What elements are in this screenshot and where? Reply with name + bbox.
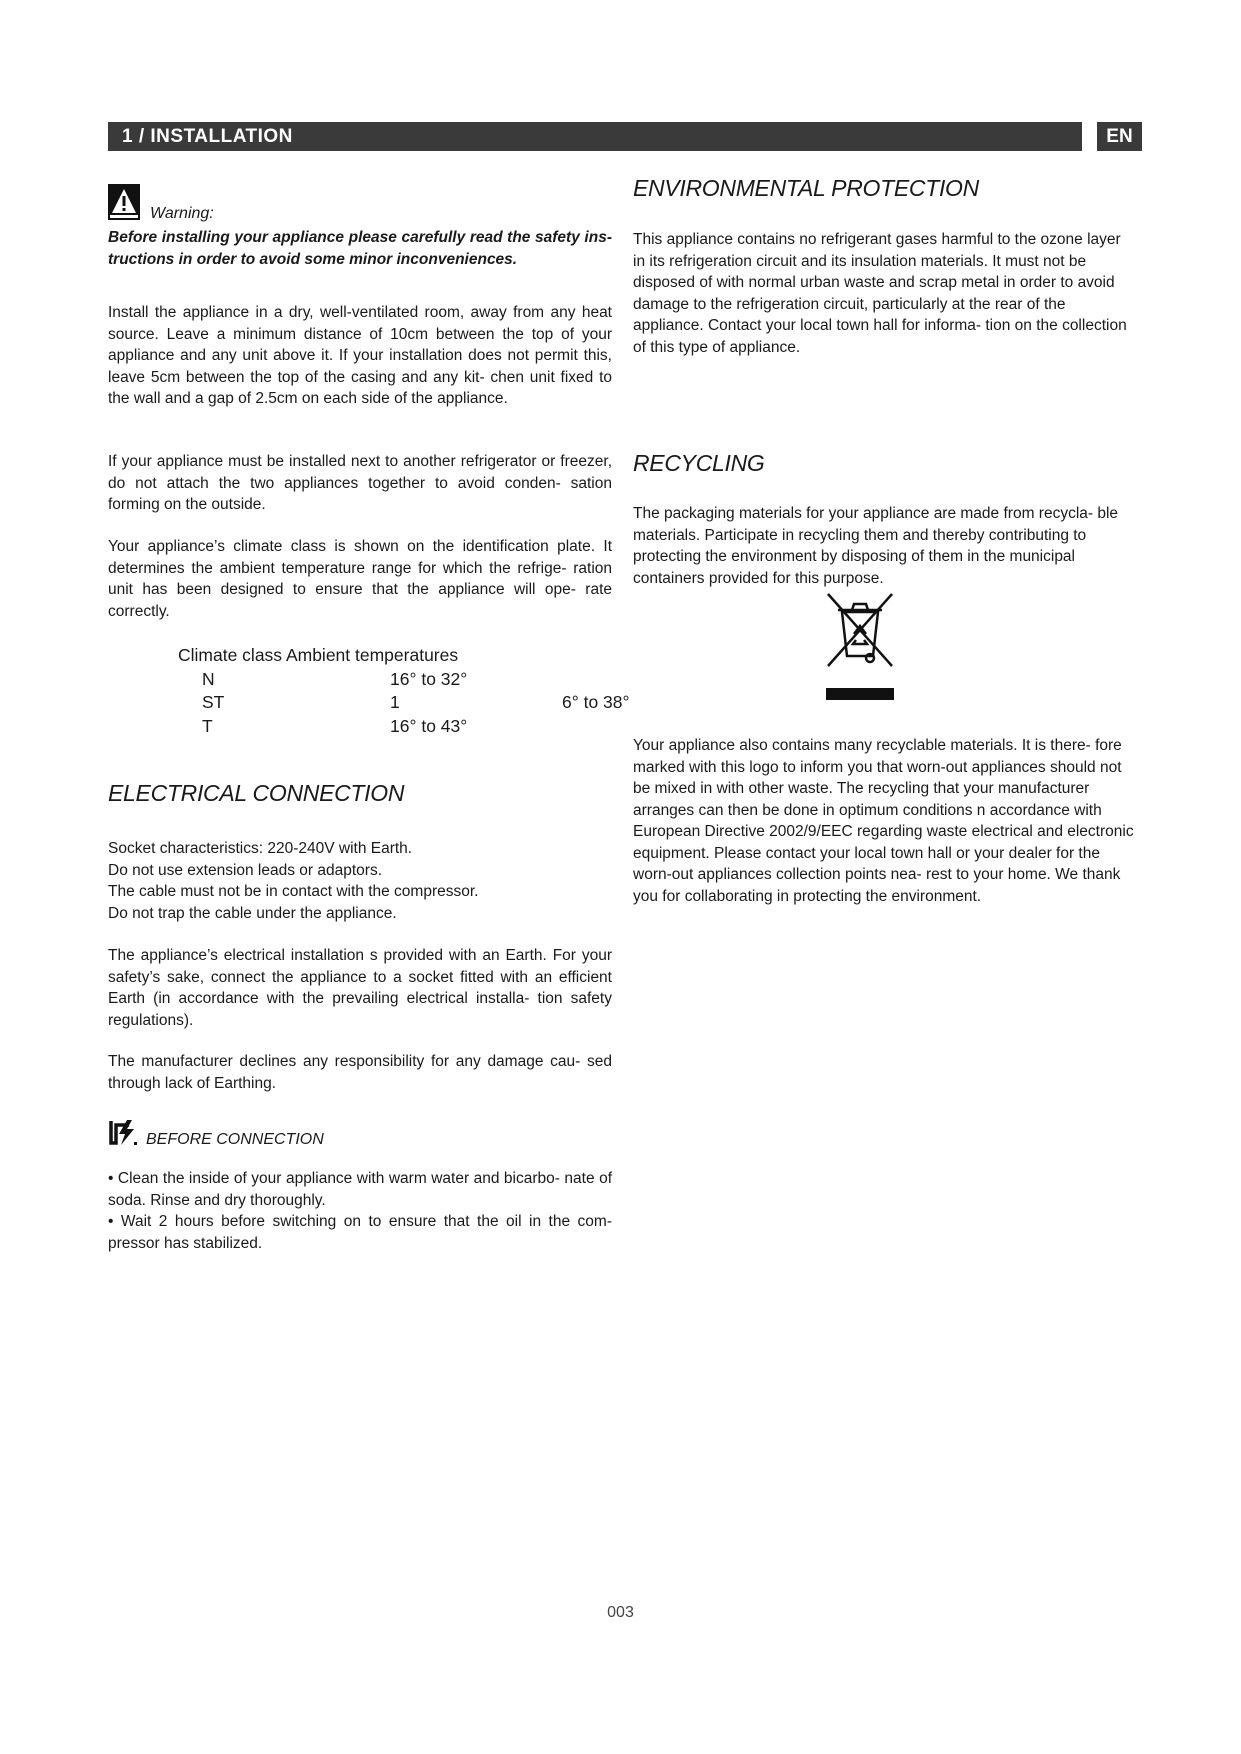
requirement-line: Do not trap the cable under the appliance. [108,904,397,922]
climate-temperature: 16° to 32° [390,668,468,689]
climate-class: N [202,668,215,689]
environmental-paragraph: This appliance contains no refrigerant gases harmful to the ozone layer in its refrigeration circuit and its insulation materials. It must not be disposed of with normal urban waste and scrap metal in order to avoid damage to the refrigeration circuit, particularly at the rear of the appliance. Contact your local town hall for informa- tion on the collection of this type of appliance. [633,231,1127,356]
warning-text: Before installing your appliance please carefully read the safety ins- tructions in order to avoid some minor inconveniences. [108,229,612,268]
climate-class: T [202,715,213,736]
climate-temperature: 16° to 43° [390,715,468,736]
before-connection-label: BEFORE CONNECTION [146,1131,324,1148]
list-item: • Wait 2 hours before switching on to ensure that the oil in the com- pressor has stabilized. [108,1213,612,1252]
climate-table-header: Climate class Ambient temperatures [178,645,459,665]
climate-temperature: 1 [390,692,400,712]
section-title: 1 / INSTALLATION [122,126,293,147]
climate-row [178,668,468,692]
list-item: • Clean the inside of your appliance with warm water and bicarbo- nate of soda. Rinse and dry thoroughly. [108,1170,612,1209]
language-badge: EN [1097,122,1142,151]
packaging-paragraph: The packaging materials for your appliance are made from recycla- ble materials. Participate in recycling them and thereby contributing to protecting the environment by disposing of them in the municipal containers provided for this purpose. [633,505,1119,587]
earth-paragraph: The appliance’s electrical installation s provided with an Earth. For your safety’s sake, connect the appliance to a socket fitted with an efficient Earth (in accordance with the prevailing electrical installa- tion safety regulations). [108,947,612,1029]
climate-row [178,691,630,715]
weee-paragraph: Your appliance also contains many recyclable materials. It is there- fore marked with this logo to inform you that worn-out appliances should not be mixed in with other waste. The recycling that your manufacturer arranges can then be done in optimum conditions n accordance with European Directive 2002/9/EEC regarding waste electrical and electronic equipment. Please contact your local town hall or your dealer for the worn-out appliances collection points nea- rest to your home. We thank you for collaborating in protecting the environment. [633,737,1134,905]
requirement-line: The cable must not be in contact with the compressor. [108,883,479,900]
climate-temperature-extra: 6° to 38° [562,692,630,712]
electrical-connection-heading: ELECTRICAL CONNECTION [108,780,405,806]
warning-icon [108,184,140,220]
lightning-bolt-icon [107,1117,139,1147]
climate-row [178,715,468,739]
before-connection-list [108,1168,612,1254]
recycling-heading: RECYCLING [633,450,765,476]
section-header-bar [108,122,1082,151]
adjacent-appliance-paragraph: If your appliance must be installed next to another refrigerator or freezer, do not attach the two appliances together to avoid conden- sation forming on the outside. [108,453,612,513]
climate-class: ST [202,692,225,712]
environmental-protection-heading: ENVIRONMENTAL PROTECTION [633,175,979,201]
climate-class-paragraph: Your appliance’s climate class is shown on the identification plate. It determines the ambient temperature range for which the refrige- ration unit has been designed to ensure that the appliance will ope- rate correctly. [108,538,612,620]
crossed-out-bin-icon [820,590,900,702]
climate-table [178,644,630,738]
responsibility-paragraph: The manufacturer declines any responsibility for any damage cau- sed through lack of Earthing. [108,1053,612,1092]
installation-paragraph: Install the appliance in a dry, well-ventilated room, away from any heat source. Leave a minimum distance of 10cm between the top of your appliance and any unit above it. If your installation does not permit this, leave 5cm between the top of the casing and any kit- chen unit fixed to the wall and a gap of 2.5cm on each side of the appliance. [108,304,612,407]
warning-label: Warning: [150,205,214,222]
requirement-line: Socket characteristics: 220-240V with Earth. [108,840,413,857]
requirement-line: Do not use extension leads or adaptors. [108,861,383,879]
page-number: 003 [607,1604,634,1621]
socket-requirements [108,838,612,924]
